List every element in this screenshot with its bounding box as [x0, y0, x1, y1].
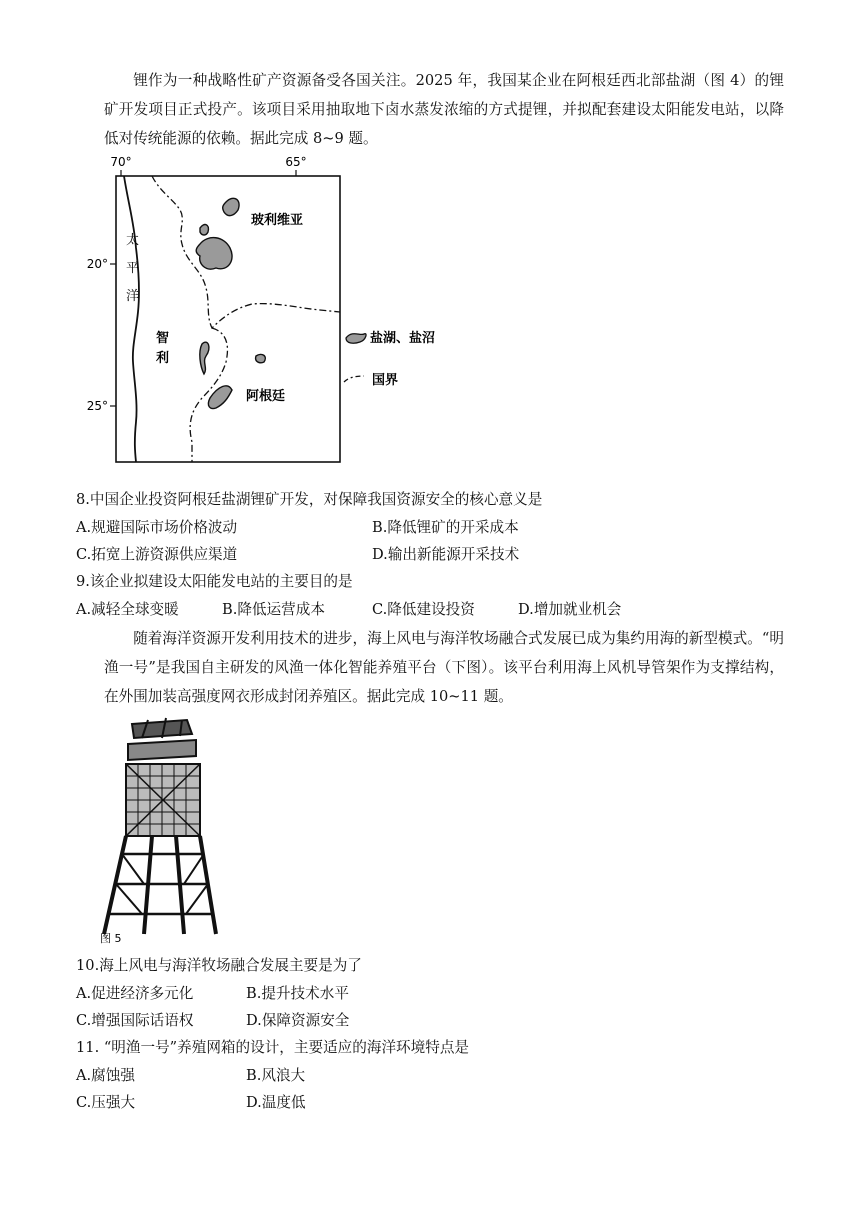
ocean-char-3: 洋	[126, 289, 140, 304]
q10-option-c[interactable]: C.增强国际话语权	[76, 1012, 194, 1029]
salt-lake-3	[200, 342, 209, 374]
country-argentina: 阿根廷	[246, 389, 286, 404]
salt-lake-4	[256, 354, 266, 362]
country-chile-2: 利	[156, 351, 170, 366]
country-bolivia: 玻利维亚	[251, 213, 304, 228]
platform-deck	[128, 740, 196, 760]
ocean-char-2: 平	[126, 261, 140, 276]
passage-mingyu: 随着海洋资源开发利用技术的进步，海上风电与海洋牧场融合式发展已成为集约用海的新型模式。“明渔一号”是我国自主研发的风渔一体化智能养殖平台（下图）。该平台利用海上风机导管架作为支撑结构，在外围加装高强度网衣形成封闭养殖区。据此完成 10~11 题。	[104, 630, 784, 705]
salt-lake-1	[223, 198, 239, 215]
map-frame	[116, 176, 340, 462]
q9-option-a[interactable]: A.减轻全球变暖	[76, 601, 179, 618]
figure-5-caption: 图 5	[100, 932, 122, 944]
q9-stem: 9.该企业拟建设太阳能发电站的主要目的是	[76, 573, 353, 590]
q9-option-b[interactable]: B.降低运营成本	[222, 601, 325, 618]
international-borders	[152, 176, 340, 462]
coastline	[124, 176, 139, 462]
q11-option-d[interactable]: D.温度低	[246, 1094, 306, 1111]
figure-4-map	[76, 152, 476, 476]
q8-option-a[interactable]: A.规避国际市场价格波动	[76, 519, 238, 536]
label-25: 25°	[86, 399, 108, 413]
platform-svg	[92, 714, 232, 944]
q11-option-a[interactable]: A.腐蚀强	[76, 1067, 135, 1084]
ocean-char-1: 太	[126, 233, 140, 248]
q11-option-c[interactable]: C.压强大	[76, 1094, 136, 1111]
q10-option-d[interactable]: D.保障资源安全	[246, 1012, 350, 1029]
q10-option-b[interactable]: B.提升技术水平	[246, 985, 349, 1002]
q8-option-c[interactable]: C.拓宽上游资源供应渠道	[76, 546, 238, 563]
q8-stem: 8.中国企业投资阿根廷盐湖锂矿开发，对保障我国资源安全的核心意义是	[76, 491, 543, 508]
legend-salt-icon	[346, 334, 366, 344]
label-65: 65°	[285, 155, 307, 169]
map-svg	[76, 152, 476, 472]
country-chile-1: 智	[156, 331, 170, 346]
label-20: 20°	[86, 257, 108, 271]
legend-border-icon	[344, 376, 364, 382]
q11-stem: 11. “明渔一号”养殖网箱的设计，主要适应的海洋环境特点是	[76, 1039, 470, 1056]
salt-lake-uyuni	[196, 238, 232, 269]
legend-salt-label: 盐湖、盐沼	[370, 331, 436, 346]
salt-lake-2	[200, 225, 208, 235]
q8-option-d[interactable]: D.输出新能源开采技术	[372, 546, 520, 563]
passage-lithium: 锂作为一种战略性矿产资源备受各国关注。2025 年，我国某企业在阿根廷西北部盐湖（图 4）的锂矿开发项目正式投产。该项目采用抽取地下卤水蒸发浓缩的方式提锂，并拟配套建设太阳能发电站，以降低对传统能源的依赖。据此完成 8~9 题。	[104, 72, 784, 147]
q9-option-d[interactable]: D.增加就业机会	[518, 601, 622, 618]
q10-option-a[interactable]: A.促进经济多元化	[76, 985, 194, 1002]
salt-lake-argentina	[208, 386, 232, 409]
q11-option-b[interactable]: B.风浪大	[246, 1067, 306, 1084]
q8-option-b[interactable]: B.降低锂矿的开采成本	[372, 519, 519, 536]
figure-5-platform	[92, 714, 232, 948]
q9-option-c[interactable]: C.降低建设投资	[372, 601, 475, 618]
legend-border-label: 国界	[372, 373, 399, 388]
label-70: 70°	[110, 155, 132, 169]
q10-stem: 10.海上风电与海洋牧场融合发展主要是为了	[76, 957, 362, 974]
